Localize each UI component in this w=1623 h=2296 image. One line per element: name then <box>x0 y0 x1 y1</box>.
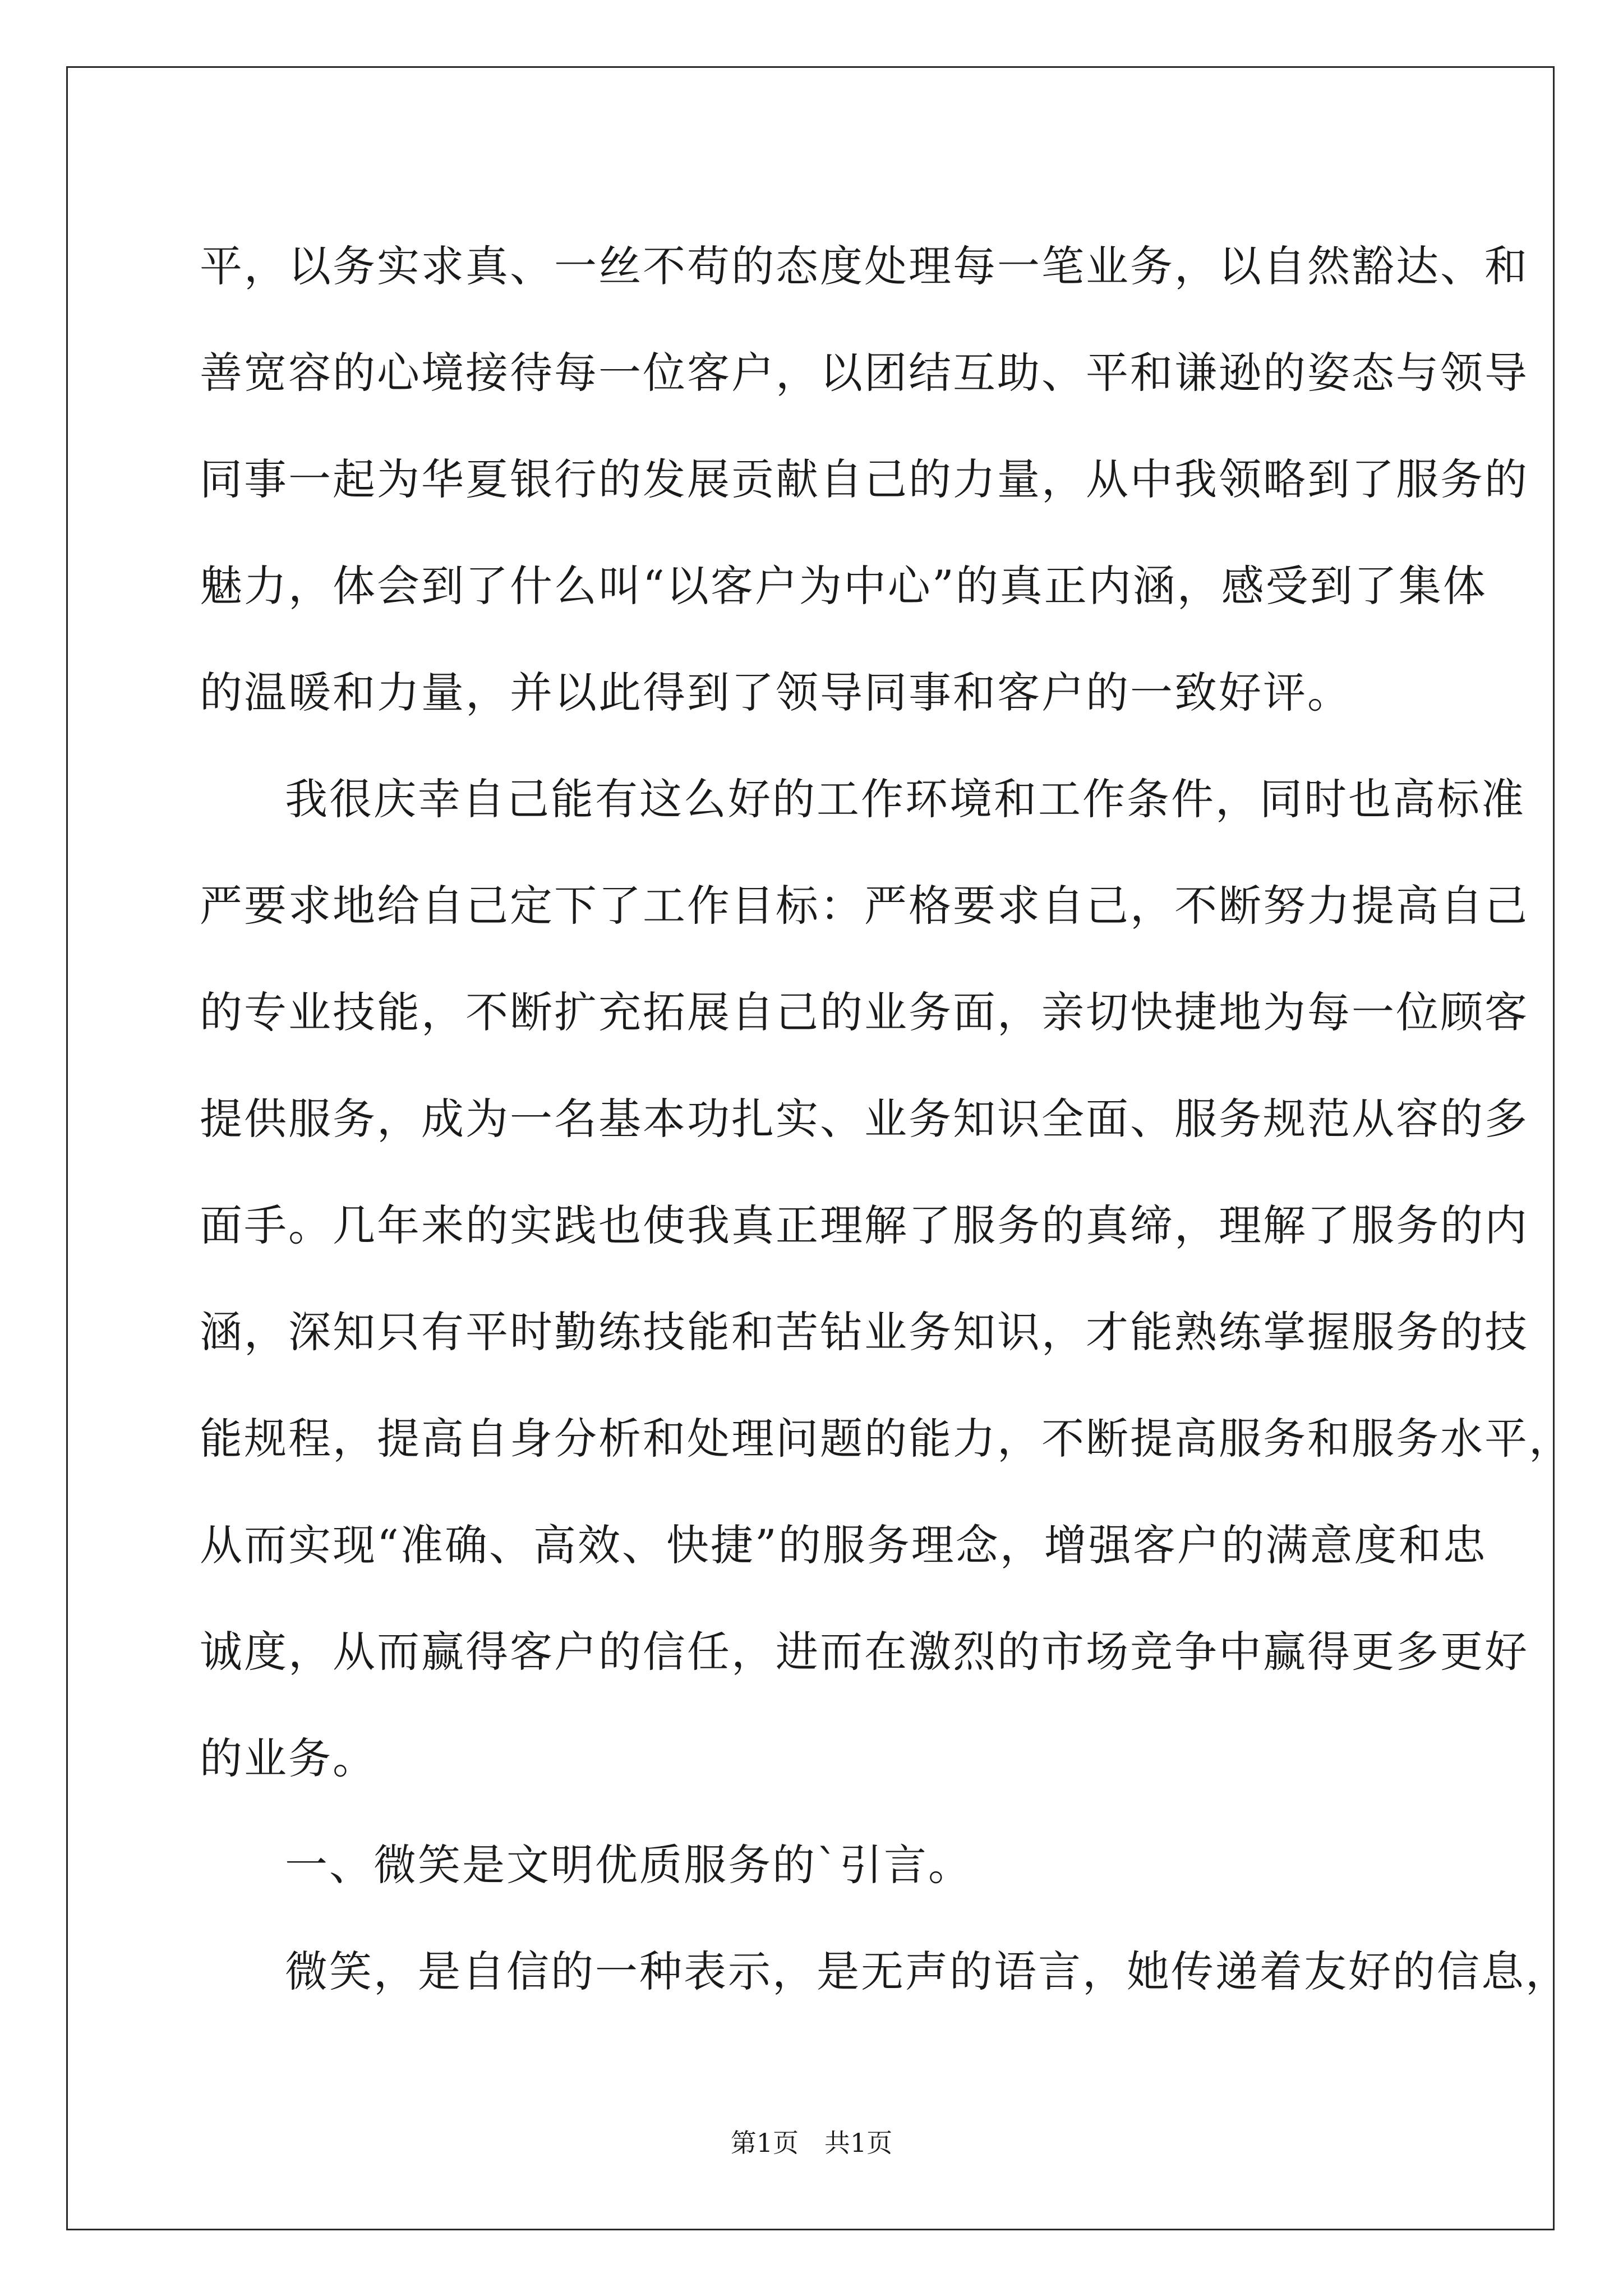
section-heading: 一、微笑是文明优质服务的`引言。 <box>285 1840 972 1890</box>
text-line: 提供服务，成为一名基本功扎实、业务知识全面、服务规范从容的多 <box>200 1094 1529 1144</box>
text-line: 同事一起为华夏银行的发展贡献自己的力量，从中我领略到了服务的 <box>200 454 1529 504</box>
text-line: 从而实现“准确、高效、快捷”的服务理念，增强客户的满意度和忠 <box>200 1520 1487 1570</box>
text-line: 平，以务实求真、一丝不苟的态度处理每一笔业务，以自然豁达、和 <box>200 241 1529 291</box>
text-line: 的专业技能，不断扩充拓展自己的业务面，亲切快捷地为每一位顾客 <box>200 987 1529 1037</box>
text-line: 能规程，提高自身分析和处理问题的能力，不断提高服务和服务水平， <box>200 1414 1573 1464</box>
text-line: 善宽容的心境接待每一位客户，以团结互助、平和谦逊的姿态与领导 <box>200 348 1529 398</box>
text-line: 面手。几年来的实践也使我真正理解了服务的真缔，理解了服务的内 <box>200 1200 1529 1250</box>
text-line: 涵，深知只有平时勤练技能和苦钻业务知识，才能熟练掌握服务的技 <box>200 1307 1529 1357</box>
page-number-footer: 第1页 共1页 <box>730 2128 893 2158</box>
paragraph-start-line: 微笑，是自信的一种表示，是无声的语言，她传递着友好的信息， <box>285 1947 1570 1996</box>
text-line: 诚度，从而赢得客户的信任，进而在激烈的市场竞争中赢得更多更好 <box>200 1627 1529 1677</box>
text-line: 严要求地给自己定下了工作目标：严格要求自己，不断努力提高自己 <box>200 881 1529 931</box>
body-text <box>200 213 1573 2025</box>
text-line: 魅力，体会到了什么叫“以客户为中心”的真正内涵，感受到了集体 <box>200 561 1487 611</box>
text-line: 的温暖和力量，并以此得到了领导同事和客户的一致好评。 <box>200 668 1352 717</box>
paragraph-start-line: 我很庆幸自己能有这么好的工作环境和工作条件，同时也高标准 <box>285 774 1525 824</box>
text-line: 的业务。 <box>200 1733 377 1783</box>
